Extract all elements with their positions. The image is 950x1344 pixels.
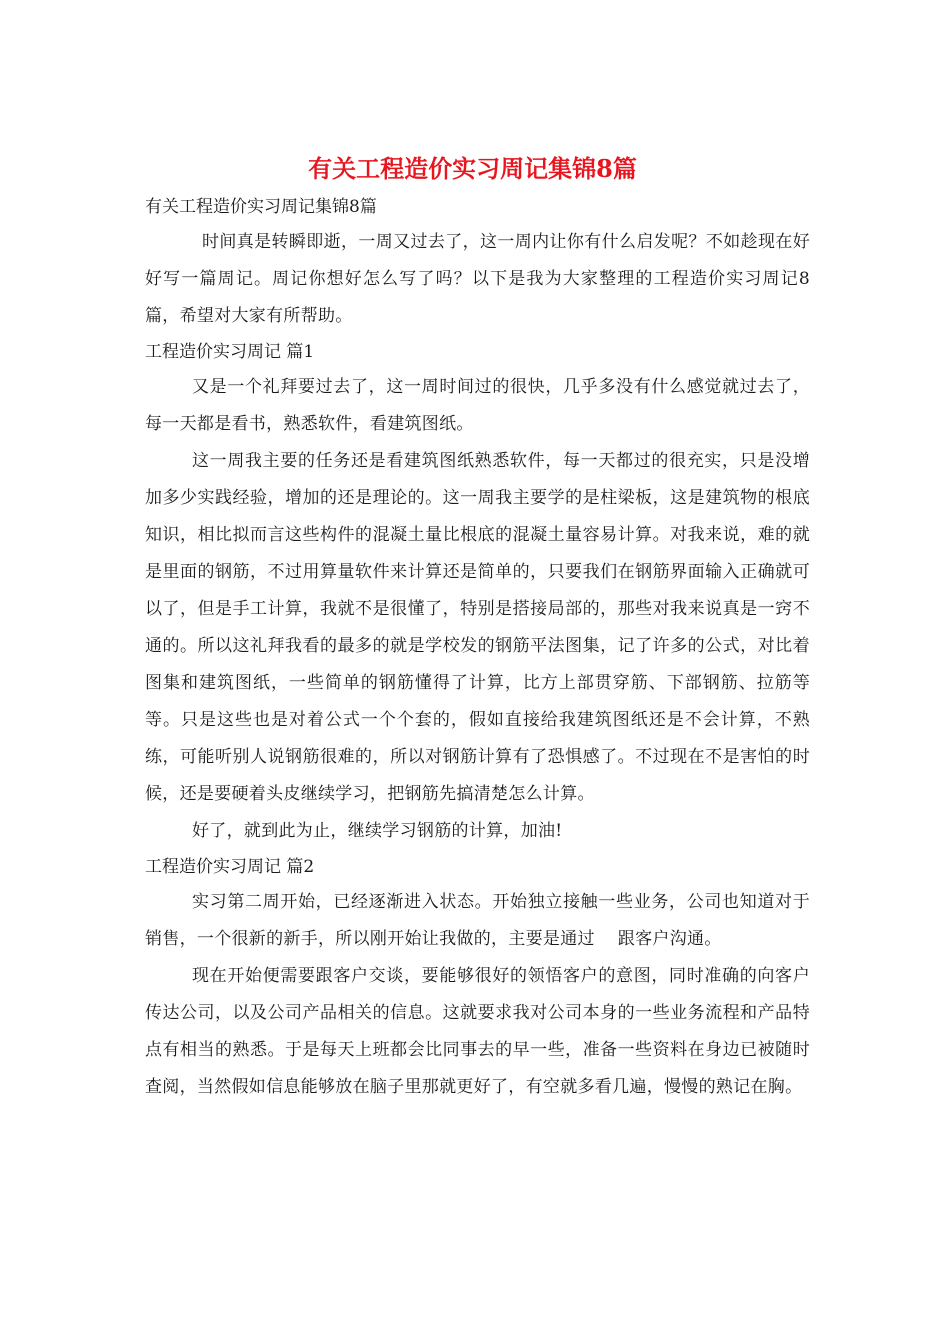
document-page — [145, 150, 810, 1106]
document-subtitle: 有关工程造价实习周记集锦8篇 — [145, 197, 377, 217]
section-heading: 工程造价实习周记 篇1 — [145, 342, 315, 362]
body-paragraph: 实习第二周开始，已经逐渐进入状态。开始独立接触一些业务，公司也知道对于销售，一个很新的新手，所以刚开始让我做的，主要是通过 跟客户沟通。 — [145, 892, 810, 949]
body-paragraph: 现在开始便需要跟客户交谈，要能够很好的领悟客户的意图，同时准确的向客户传达公司，以及公司产品相关的信息。这就要求我对公司本身的一些业务流程和产品特点有相当的熟悉。于是每天上班都会比同事去的早一些，准备一些资料在身边已被随时查阅，当然假如信息能够放在脑子里那就更好了，有空就多看几遍，慢慢的熟记在胸。 — [145, 966, 810, 1097]
body-paragraph: 又是一个礼拜要过去了，这一周时间过的很快，几乎多没有什么感觉就过去了，每一天都是看书，熟悉软件，看建筑图纸。 — [145, 377, 810, 434]
document-title: 有关工程造价实习周记集锦8篇 — [308, 154, 637, 183]
body-paragraph: 好了，就到此为止，继续学习钢筋的计算，加油! — [192, 821, 563, 841]
body-paragraph: 这一周我主要的任务还是看建筑图纸熟悉软件，每一天都过的很充实，只是没增加多少实践经验，增加的还是理论的。这一周我主要学的是柱梁板，这是建筑物的根底知识，相比拟而言这些构件的混凝土量比根底的混凝土量容易计算。对我来说，难的就是里面的钢筋，不过用算量软件来计算还是简单的，只要我们在钢筋界面输入正确就可以了，但是手工计算，我就不是很懂了，特别是搭接局部的，那些对我来说真是一窍不通的。所以这礼拜我看的最多的就是学校发的钢筋平法图集，记了许多的公式，对比着图集和建筑图纸，一些简单的钢筋懂得了计算，比方上部贯穿筋、下部钢筋、拉筋等等。只是这些也是对着公式一个个套的，假如直接给我建筑图纸还是不会计算，不熟练，可能听别人说钢筋很难的，所以对钢筋计算有了恐惧感了。不过现在不是害怕的时候，还是要硬着头皮继续学习，把钢筋先搞清楚怎么计算。 — [145, 451, 810, 804]
section-heading: 工程造价实习周记 篇2 — [145, 857, 315, 877]
section-2 — [145, 850, 810, 1106]
intro-paragraph: 时间真是转瞬即逝，一周又过去了，这一周内让你有什么启发呢？不如趁现在好好写一篇周记。周记你想好怎么写了吗？以下是我为大家整理的工程造价实习周记8篇，希望对大家有所帮助。 — [145, 232, 810, 326]
section-1 — [145, 335, 810, 850]
